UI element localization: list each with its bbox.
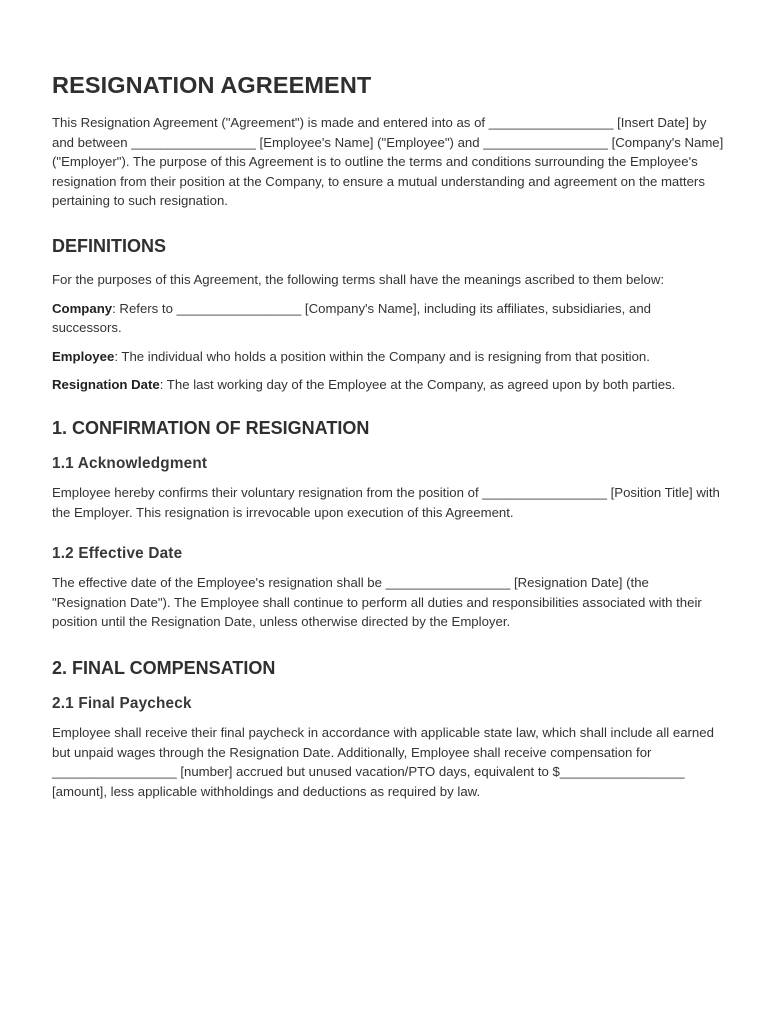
document-title: RESIGNATION AGREEMENT <box>52 72 372 98</box>
section-1-1-text: Employee hereby confirms their voluntary resignation from the position of _________________ [Position Title] with the Employer. This resignation is irrevocable upon execution of this Agreement. <box>52 484 720 520</box>
definition-resignation-date <box>52 375 724 395</box>
definition-text: : The last working day of the Employee at the Company, as agreed upon by both parties. <box>159 377 676 393</box>
section-2-1-text: Employee shall receive their final paycheck in accordance with applicable state law, which shall include all earned but unpaid wages through the Resignation Date. Additionally, Employee shall receive compensation for _________________ [number] accrued but unused vacation/PTO days, equivalent to $_________________ [amount], less applicable withholdings and deductions as required by law. <box>52 724 714 799</box>
intro-paragraph: This Resignation Agreement ("Agreement") is made and entered into as of _________________ [Insert Date] by and between _________________ [Employee's Name] ("Employee") and _________________ [Company's Name] ("Employer"). The purpose of this Agreement is to outline the terms and conditions surrounding the Employee's resignation from their position at the Company, to ensure a mutual understanding and agreement on the matters pertaining to such resignation. <box>52 115 724 209</box>
definition-term: Employee <box>52 348 115 364</box>
definition-term: Company <box>52 300 113 316</box>
section-2-1-heading: 2.1 Final Paycheck <box>52 694 192 712</box>
section-1-heading: 1. CONFIRMATION OF RESIGNATION <box>52 417 370 438</box>
definition-text: : Refers to _________________ [Company's Name], including its affiliates, subsidiaries, and successors. <box>52 300 651 336</box>
section-2-heading: 2. FINAL COMPENSATION <box>52 657 276 678</box>
section-1-2-text: The effective date of the Employee's resignation shall be _________________ [Resignation Date] (the "Resignation Date"). The Employee shall continue to perform all duties and responsibilities associated with their position until the Resignation Date, unless otherwise directed by the Employer. <box>52 575 702 630</box>
definition-company <box>52 299 724 338</box>
section-1-1-heading: 1.1 Acknowledgment <box>52 454 208 472</box>
definition-text: : The individual who holds a position within the Company and is resigning from that position. <box>114 348 650 364</box>
definition-term: Resignation Date <box>52 377 160 393</box>
definition-employee <box>52 347 724 367</box>
document-page <box>52 70 724 801</box>
section-1-2-heading: 1.2 Effective Date <box>52 545 183 563</box>
definitions-intro: For the purposes of this Agreement, the following terms shall have the meanings ascribed to them below: <box>52 271 665 287</box>
definitions-heading: DEFINITIONS <box>52 235 167 256</box>
